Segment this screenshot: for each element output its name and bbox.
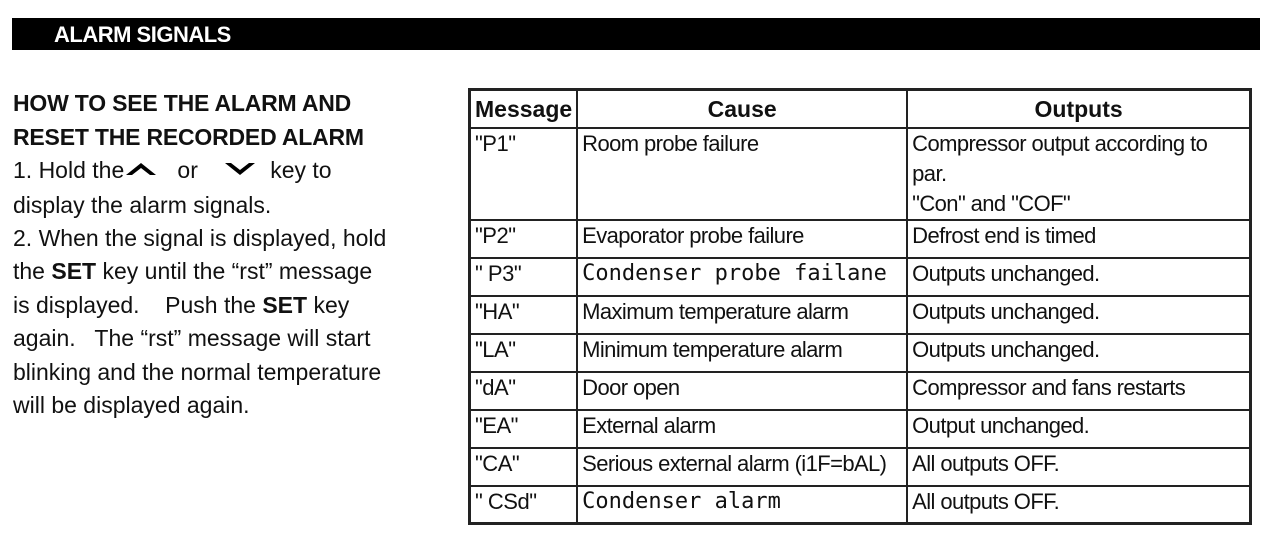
cell-cause: External alarm — [577, 410, 907, 448]
cell-message: "EA" — [470, 410, 578, 448]
cell-outputs-line2: "Con" and "COF" — [912, 190, 1071, 216]
instructions-block — [13, 86, 453, 422]
step2-text-post: key until the “rst” message — [102, 258, 373, 285]
table-row — [470, 448, 1251, 486]
header-message: Message — [470, 90, 578, 128]
step1-line2: display the alarm signals. — [13, 191, 272, 218]
step2-line2 — [13, 255, 453, 288]
cell-outputs: Outputs unchanged. — [907, 334, 1250, 372]
cell-outputs: Outputs unchanged. — [907, 258, 1250, 296]
instructions-heading-line1: HOW TO SEE THE ALARM AND — [13, 90, 352, 116]
cell-outputs — [907, 128, 1250, 220]
cell-message: "P1" — [470, 128, 578, 220]
step2-line4: again. The “rst” message will start — [13, 325, 371, 352]
cell-outputs: All outputs OFF. — [907, 448, 1250, 486]
alarm-signals-table — [468, 88, 1252, 525]
step1-text-a: 1. Hold the — [13, 157, 125, 183]
step2-text-pre: the — [13, 258, 45, 285]
cell-cause: Condenser probe failane — [577, 258, 907, 296]
cell-outputs: All outputs OFF. — [907, 486, 1250, 524]
cell-outputs-line1: Compressor output according to par. — [912, 130, 1208, 186]
step1-line — [13, 154, 453, 189]
cell-outputs: Compressor and fans restarts — [907, 372, 1250, 410]
instructions-heading-line2: RESET THE RECORDED ALARM — [13, 124, 364, 150]
cell-outputs: Outputs unchanged. — [907, 296, 1250, 334]
cell-message: "dA" — [470, 372, 578, 410]
header-cause: Cause — [577, 90, 907, 128]
table-row — [470, 486, 1251, 524]
step2-line6: will be displayed again. — [13, 392, 250, 419]
step1-or: or — [177, 157, 198, 183]
cell-message: "HA" — [470, 296, 578, 334]
table-row — [470, 128, 1251, 220]
set-key-label: SET — [51, 258, 97, 285]
table-row — [470, 296, 1251, 334]
cell-cause: Door open — [577, 372, 907, 410]
table-row — [470, 372, 1251, 410]
cell-cause: Room probe failure — [577, 128, 907, 220]
cell-message: " CSd" — [470, 486, 578, 524]
step2-line3 — [13, 289, 453, 322]
cell-cause: Minimum temperature alarm — [577, 334, 907, 372]
cell-message: "CA" — [470, 448, 578, 486]
cell-cause: Condenser alarm — [577, 486, 907, 524]
table-row — [470, 258, 1251, 296]
step2-line1: 2. When the signal is displayed, hold — [13, 225, 387, 252]
step2-text-c-post: key — [313, 291, 350, 318]
table-header-row — [470, 90, 1251, 128]
cell-message: "LA" — [470, 334, 578, 372]
cell-cause: Maximum temperature alarm — [577, 296, 907, 334]
cell-cause: Evaporator probe failure — [577, 220, 907, 258]
cell-message: "P2" — [470, 220, 578, 258]
up-arrow-icon — [124, 155, 158, 188]
down-arrow-icon — [223, 155, 257, 188]
table-row — [470, 220, 1251, 258]
cell-cause: Serious external alarm (i1F=bAL) — [577, 448, 907, 486]
cell-outputs: Output unchanged. — [907, 410, 1250, 448]
cell-message: " P3" — [470, 258, 578, 296]
table-row — [470, 334, 1251, 372]
table-row — [470, 410, 1251, 448]
section-title: ALARM SIGNALS — [54, 22, 231, 47]
step2-text-c-pre: is displayed. Push the — [13, 291, 256, 318]
header-outputs: Outputs — [907, 90, 1250, 128]
set-key-label-2: SET — [262, 291, 308, 318]
step1-text-b: key to — [270, 157, 332, 183]
step2-line5: blinking and the normal temperature — [13, 358, 382, 385]
cell-outputs: Defrost end is timed — [907, 220, 1250, 258]
section-banner — [12, 18, 1260, 50]
